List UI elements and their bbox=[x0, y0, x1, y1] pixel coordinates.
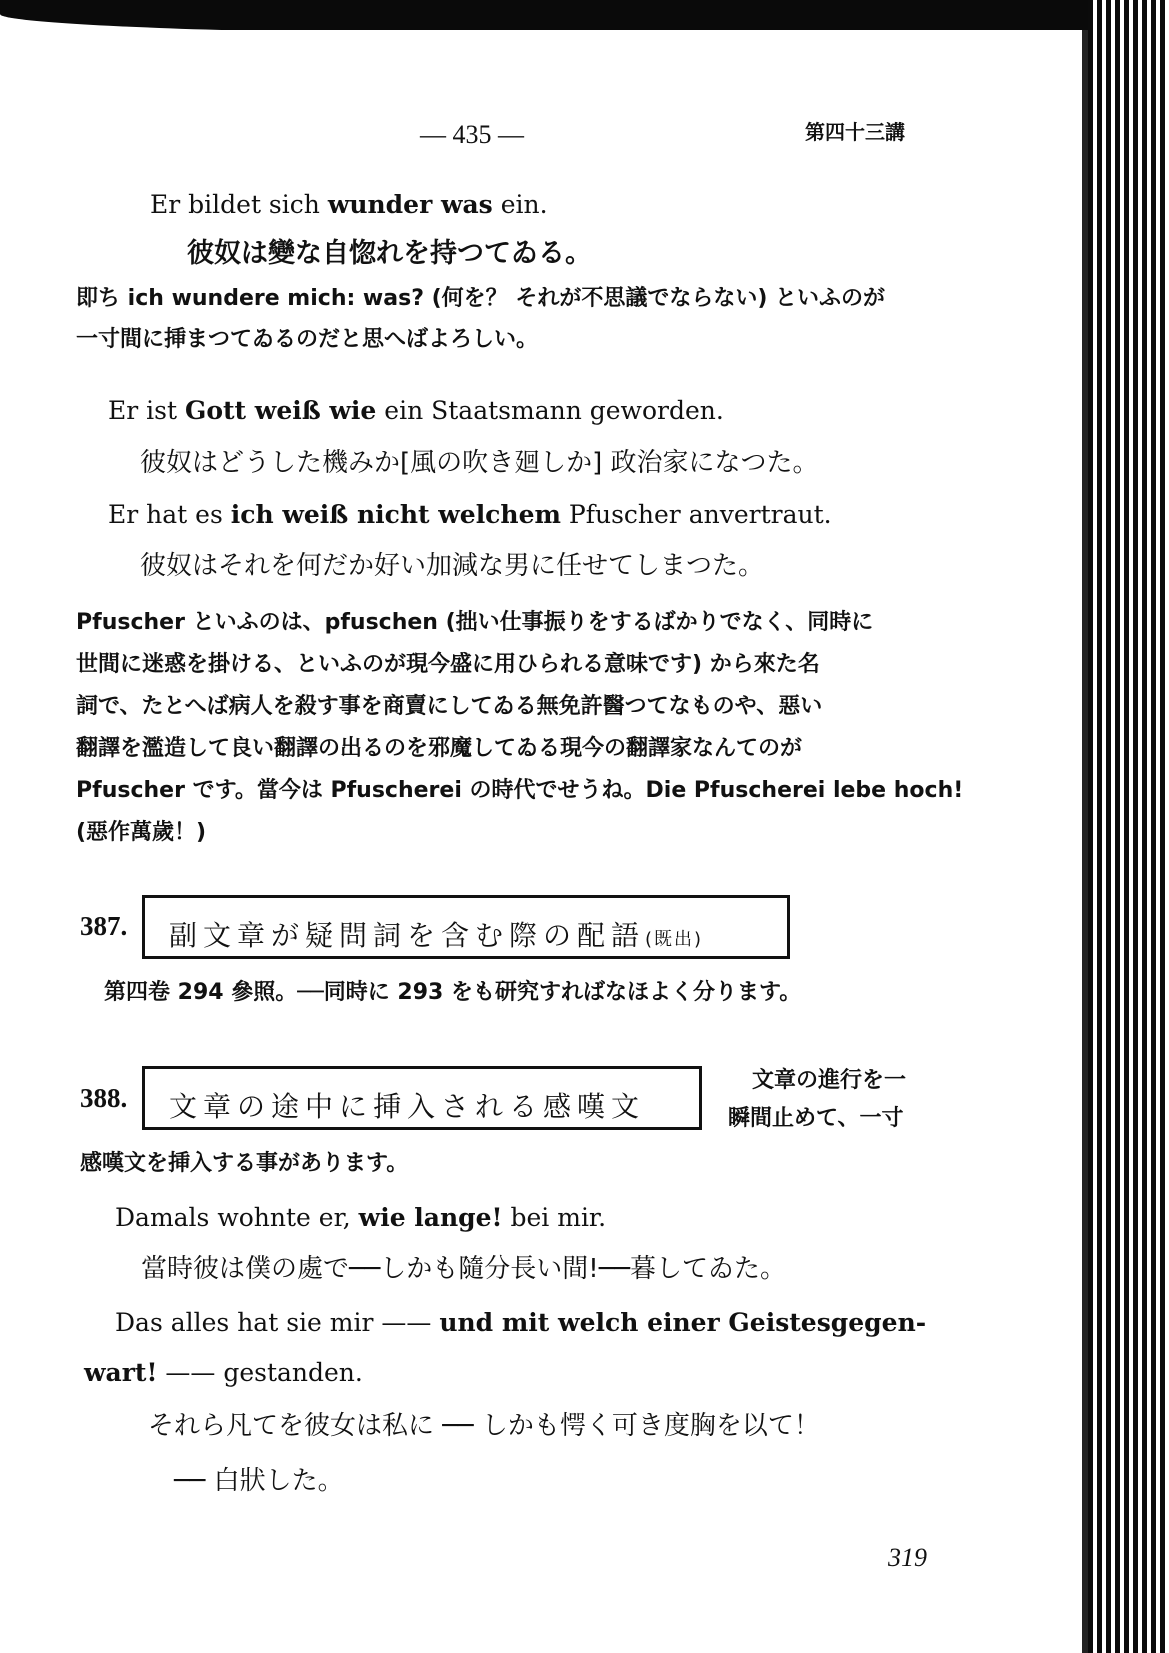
german-emphasis: wie lange! bbox=[358, 1203, 503, 1232]
japanese-translation: ── 白狀した。 bbox=[174, 1466, 344, 1496]
side-text: 瞬間止めて、一寸 bbox=[728, 1106, 904, 1131]
paragraph-line: Pfuscher です。當今は Pfuscherei の時代でせうね。Die Pfuscherei lebe hoch! bbox=[76, 778, 964, 803]
german-text: Damals wohnte er, bbox=[115, 1203, 359, 1232]
folio-number: 319 bbox=[888, 1543, 927, 1572]
german-text: Er ist bbox=[108, 396, 185, 425]
german-text: bei mir. bbox=[502, 1203, 607, 1232]
japanese-translation: 當時彼は僕の處で──しかも隨分長い間!──暮してゐた。 bbox=[141, 1254, 787, 1284]
german-emphasis: wart! bbox=[84, 1358, 158, 1387]
section-number: 388. bbox=[80, 1083, 128, 1113]
section-title-box bbox=[142, 1066, 702, 1130]
japanese-translation: 彼奴はそれを何だか好い加減な男に任せてしまつた。 bbox=[140, 551, 765, 581]
paragraph-line: (惡作萬歲！) bbox=[76, 820, 207, 845]
section-text: 感嘆文を挿入する事があります。 bbox=[80, 1151, 409, 1176]
german-emphasis: wunder was bbox=[327, 190, 493, 219]
german-emphasis: ich weiß nicht welchem bbox=[230, 500, 561, 529]
section-title bbox=[169, 914, 703, 954]
german-example bbox=[115, 1205, 606, 1230]
section-title: 文章の途中に挿入される感嘆文 bbox=[169, 1090, 646, 1123]
german-emphasis: Gott weiß wie bbox=[184, 396, 377, 425]
german-text: Er hat es bbox=[108, 500, 231, 529]
running-head: 第四十三講 bbox=[805, 120, 905, 144]
side-text: 文章の進行を一 bbox=[752, 1068, 907, 1093]
german-example bbox=[108, 502, 832, 527]
paragraph-line: Pfuscher といふのは、pfuschen (拙い仕事振りをするばかりでなく、同時に bbox=[76, 610, 874, 635]
section-title-note: (既出) bbox=[645, 929, 704, 950]
paragraph-line: 一寸間に挿まつてゐるのだと思へばよろしい。 bbox=[76, 327, 539, 352]
japanese-translation: それら凡てを彼女は私に ── しかも愕く可き度胸を以て！ bbox=[148, 1411, 820, 1441]
german-emphasis: und mit welch einer Geistesgegen- bbox=[439, 1308, 927, 1337]
section-number: 387. bbox=[80, 911, 128, 941]
german-text: ein. bbox=[492, 190, 548, 219]
german-example bbox=[108, 398, 724, 423]
japanese-translation: 彼奴は變な自惚れを持つてゐる。 bbox=[187, 238, 592, 269]
book-page-edges bbox=[1088, 0, 1169, 1653]
page-number: — 435 — bbox=[420, 120, 524, 149]
german-text: —— gestanden. bbox=[157, 1358, 363, 1387]
section-title-box bbox=[142, 895, 790, 959]
german-text: Das alles hat sie mir —— bbox=[115, 1308, 440, 1337]
japanese-translation: 彼奴はどうした機みか[風の吹き廻しか] 政治家になつた。 bbox=[140, 448, 819, 478]
german-text: Pfuscher anvertraut. bbox=[560, 500, 832, 529]
paragraph-line: 即ち ich wundere mich: was? (何を？ それが不思議でならない) といふのが bbox=[76, 286, 886, 311]
german-example bbox=[115, 1310, 926, 1335]
german-text: ein Staatsmann geworden. bbox=[376, 396, 724, 425]
paragraph-line: 詞で、たとへば病人を殺す事を商賣にしてゐる無免許醫つてなものや、惡い bbox=[76, 694, 823, 719]
section-text: 第四卷 294 參照。──同時に 293 をも研究すればなほよく分ります。 bbox=[104, 980, 802, 1005]
german-example bbox=[150, 192, 548, 217]
section-title-text: 副文章が疑問詞を含む際の配語 bbox=[169, 919, 646, 952]
german-text: Er bildet sich bbox=[150, 190, 328, 219]
german-example-continued bbox=[84, 1360, 363, 1385]
paragraph-line: 世間に迷惑を掛ける、といふのが現今盛に用ひられる意味です) から來た名 bbox=[76, 652, 820, 677]
paragraph-line: 翻譯を濫造して良い翻譯の出るのを邪魔してゐる現今の翻譯家なんてのが bbox=[76, 736, 803, 761]
